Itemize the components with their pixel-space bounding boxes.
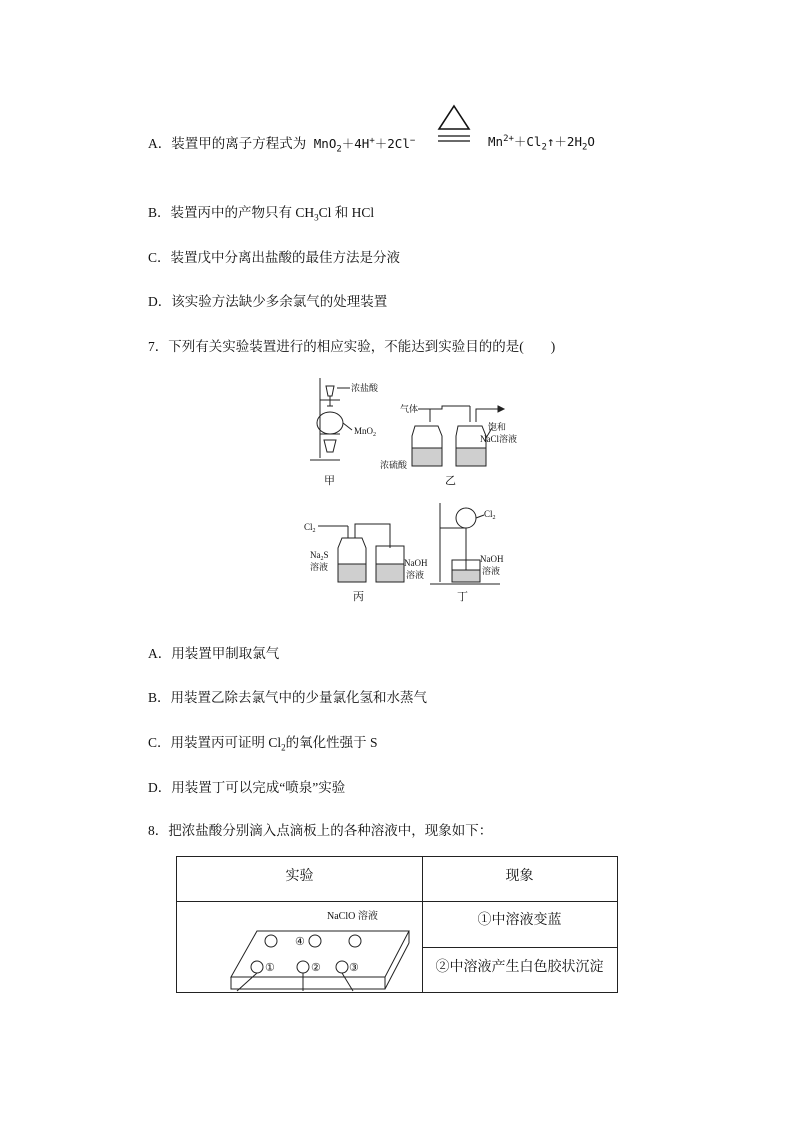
option-a-prev bbox=[148, 132, 415, 155]
option-b-prev: B．装置丙中的产物只有 $CH_3Cl$ 和 HCl bbox=[148, 205, 375, 223]
q8-table bbox=[176, 856, 618, 993]
plate-num-4: ④ bbox=[295, 936, 305, 948]
label-bing: 丙 bbox=[353, 591, 364, 603]
table-head-observation: 现象 bbox=[505, 869, 534, 884]
label-conc-hcl: 浓盐酸 bbox=[351, 383, 379, 393]
label-ding: 丁 bbox=[457, 591, 468, 603]
q7-option-c: C．用装置丙可证明 $Cl_2$的氧化性强于 S bbox=[148, 735, 378, 753]
label-sat2: NaCl溶液 bbox=[480, 434, 517, 444]
table-obs-2: ②中溶液产生白色胶状沉淀 bbox=[435, 960, 604, 975]
label-yi: 乙 bbox=[445, 475, 456, 487]
label-cl2-flask: $Cl_2$ bbox=[484, 509, 496, 521]
table-obs-1: ①中溶液变蓝 bbox=[477, 913, 562, 928]
label-sat1: 饱和 bbox=[488, 422, 507, 432]
label-naoh-d2: 溶液 bbox=[482, 566, 501, 576]
option-d-prev: D．该实验方法缺少多余氯气的处理装置 bbox=[148, 294, 388, 309]
apparatus-jia bbox=[310, 378, 352, 460]
heating-equals-sign bbox=[436, 103, 472, 147]
q7-option-b: B．用装置乙除去氯气中的少量氯化氢和水蒸气 bbox=[148, 690, 428, 705]
question-7-stem: 7．下列有关实验装置进行的相应实验，不能达到实验目的的是( ) bbox=[148, 339, 556, 354]
apparatus-bing bbox=[318, 524, 404, 582]
q7-option-d: D．用装置丁可以完成“喷泉”实验 bbox=[148, 780, 346, 795]
q7-apparatus-figure bbox=[300, 378, 520, 608]
label-naoh-2: 溶液 bbox=[406, 570, 425, 580]
label-na2s-1: $Na_2S$ bbox=[310, 550, 329, 562]
equation-lhs: MnO$_2$＋4H+＋2Cl− bbox=[313, 135, 416, 155]
table-hline-head bbox=[177, 901, 617, 902]
plate-num-2: ② bbox=[311, 962, 321, 974]
label-cl2-in: $Cl_2$ bbox=[304, 522, 316, 534]
equation-rhs: $Mn^{2+}+Cl_2↑+2H_2O$ bbox=[488, 133, 595, 153]
q7-option-a: A．用装置甲制取氯气 bbox=[148, 646, 280, 661]
spot-plate-diagram bbox=[227, 907, 417, 993]
label-na2s-2: 溶液 bbox=[310, 562, 329, 572]
table-hline-obs bbox=[422, 947, 617, 948]
plate-num-3: ③ bbox=[349, 962, 359, 974]
label-mno2: MnO$_2$ bbox=[354, 426, 377, 438]
option-c-prev: C．装置戊中分离出盐酸的最佳方法是分液 bbox=[148, 250, 401, 265]
label-conc-h2so4: 浓硫酸 bbox=[380, 460, 408, 470]
option-a-label: A．装置甲的离子方程式为 bbox=[148, 136, 307, 151]
label-naoh-1: NaOH bbox=[404, 558, 428, 568]
question-8-stem: 8．把浓盐酸分别滴入点滴板上的各种溶液中，现象如下： bbox=[148, 823, 493, 838]
label-gas: 气体 bbox=[400, 404, 419, 414]
table-head-experiment: 实验 bbox=[285, 869, 314, 884]
plate-label-naclo: NaClO 溶液 bbox=[327, 911, 378, 922]
label-jia: 甲 bbox=[324, 475, 335, 487]
label-naoh-d1: NaOH bbox=[480, 554, 504, 564]
plate-num-1: ① bbox=[265, 962, 275, 974]
